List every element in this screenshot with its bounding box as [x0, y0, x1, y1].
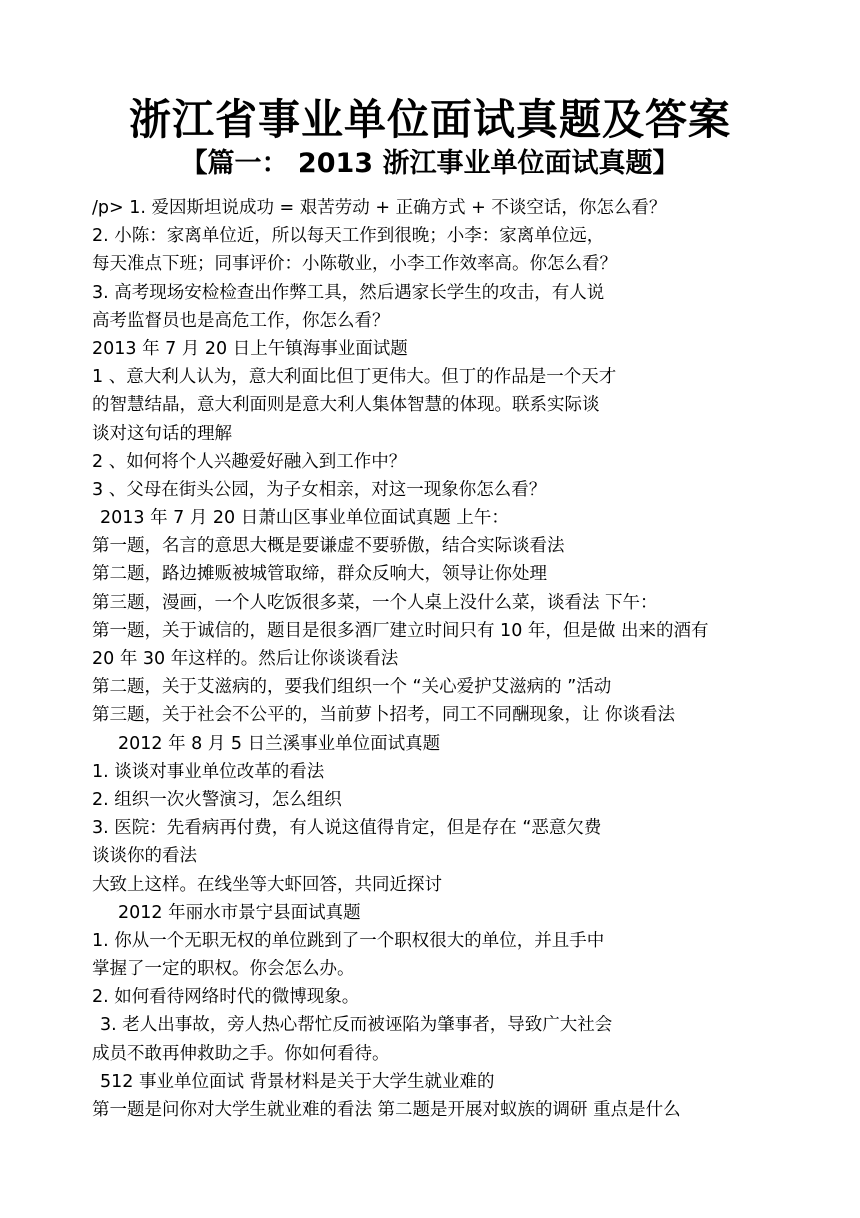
section-heading: 2012 年 8 月 5 日兰溪事业单位面试真题 — [118, 733, 441, 754]
text-line: 20 年 30 年这样的。然后让你谈谈看法 — [92, 649, 399, 669]
section-heading: 512 事业单位面试 背景材料是关于大学生就业难的 — [100, 1071, 495, 1092]
text-line: 3. 老人出事故，旁人热心帮忙反而被诬陷为肇事者，导致广大社会 — [100, 1015, 613, 1036]
text-line: 第二题，关于艾滋病的，要我们组织一个 “关心爱护艾滋病的 ”活动 — [92, 677, 612, 698]
text-line: 第一题，关于诚信的，题目是很多酒厂建立时间只有 10 年，但是做 出来的酒有 — [92, 620, 709, 641]
text-line: 第三题，漫画，一个人吃饭很多菜，一个人桌上没什么菜，谈看法 下午： — [92, 592, 658, 613]
text-line: 1. 谈谈对事业单位改革的看法 — [92, 761, 325, 782]
text-line: 2013 年 7 月 20 日上午镇海事业面试题 — [92, 338, 408, 359]
text-line: 2. 小陈：家离单位近，所以每天工作到很晚；小李：家离单位远， — [92, 226, 605, 247]
text-line: 第二题，路边摊贩被城管取缔，群众反响大，领导让你处理 — [92, 564, 547, 585]
section-heading: 2013 年 7 月 20 日萧山区事业单位面试真题 上午： — [100, 508, 509, 529]
text-line: 2 、如何将个人兴趣爱好融入到工作中？ — [92, 451, 407, 472]
text-line: 谈谈你的看法 — [92, 846, 197, 867]
document-body — [92, 194, 832, 1124]
text-line: 掌握了一定的职权。你会怎么办。 — [92, 959, 355, 980]
text-line: 每天准点下班；同事评价：小陈敬业，小李工作效率高。你怎么看？ — [92, 254, 617, 275]
section-heading: 2012 年丽水市景宁县面试真题 — [118, 902, 361, 923]
text-line: /p> 1. 爱因斯坦说成功 = 艰苦劳动 + 正确方式 + 不谈空话，你怎么看？ — [92, 198, 667, 218]
text-line: 1 、意大利人认为，意大利面比但丁更伟大。但丁的作品是一个天才 — [92, 367, 617, 388]
text-line: 大致上这样。在线坐等大虾回答，共同近探讨 — [92, 874, 442, 895]
text-line: 2. 如何看待网络时代的微博现象。 — [92, 987, 360, 1008]
text-line: 3. 高考现场安检检查出作弊工具，然后遇家长学生的攻击，有人说 — [92, 282, 605, 303]
document-subtitle: 【篇一： 2013 浙江事业单位面试真题】 — [180, 148, 680, 179]
text-line: 成员不敢再伸救助之手。你如何看待。 — [92, 1043, 390, 1064]
text-line: 3 、父母在街头公园，为子女相亲，对这一现象你怎么看？ — [92, 479, 547, 500]
text-line: 的智慧结晶，意大利面则是意大利人集体智慧的体现。联系实际谈 — [92, 395, 600, 416]
text-line: 第三题，关于社会不公平的，当前萝卜招考，同工不同酬现象，让 你谈看法 — [92, 705, 676, 726]
text-line: 谈对这句话的理解 — [92, 423, 232, 444]
text-line: 2. 组织一次火警演习，怎么组织 — [92, 789, 342, 810]
text-line: 高考监督员也是高危工作，你怎么看？ — [92, 310, 390, 331]
text-line: 第一题，名言的意思大概是要谦虚不要骄傲，结合实际谈看法 — [92, 536, 565, 557]
text-line: 1. 你从一个无职无权的单位跳到了一个职权很大的单位，并且手中 — [92, 930, 605, 951]
text-line: 3. 医院：先看病再付费，有人说这值得肯定，但是存在 “恶意欠费 — [92, 818, 602, 839]
document-title: 浙江省事业单位面试真题及答案 — [128, 95, 731, 144]
text-line: 第一题是问你对大学生就业难的看法 第二题是开展对蚁族的调研 重点是什么 — [92, 1100, 681, 1120]
